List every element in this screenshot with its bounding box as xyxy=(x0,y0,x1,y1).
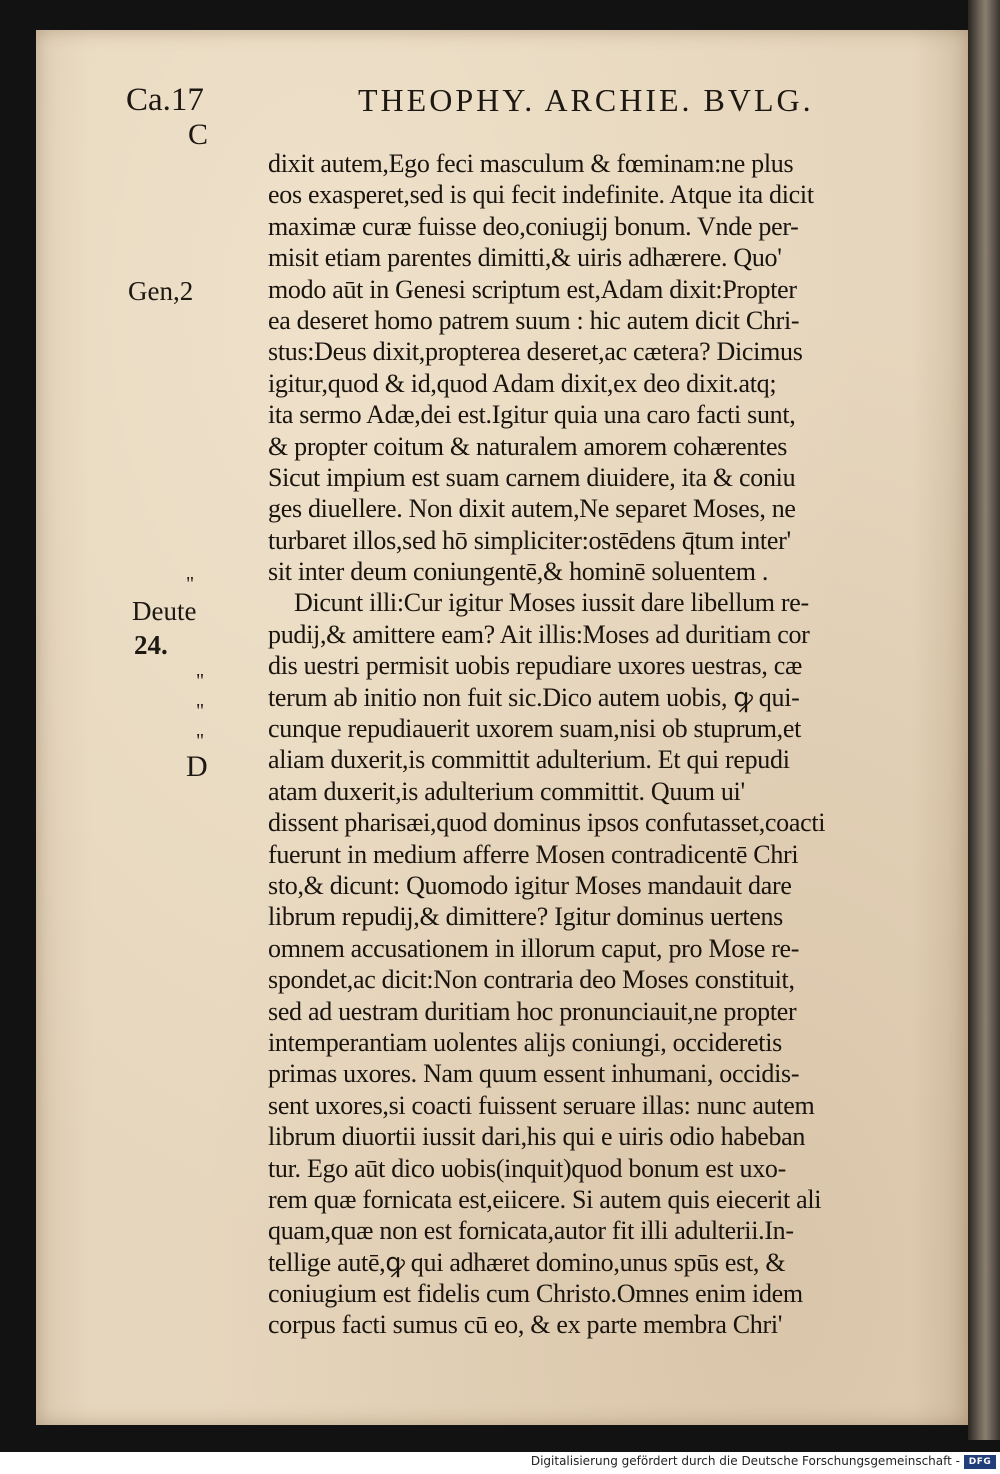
margin-quote-mark: " xyxy=(196,730,205,752)
text-line: sto,& dicunt: Quomodo igitur Moses mandauit dare xyxy=(268,870,792,900)
text-line: omnem accusationem in illorum caput, pro Mose re- xyxy=(268,933,800,963)
text-line: misit etiam parentes dimitti,& uiris adhærere. Quo' xyxy=(268,243,782,273)
margin-ref-deute: Deute xyxy=(132,596,197,626)
text-line: aliam duxerit,is committit adulterium. Et qui repudi xyxy=(268,745,790,775)
text-line: cunque repudiauerit uxorem suam,nisi ob stuprum,et xyxy=(268,714,802,744)
dfg-logo: DFG xyxy=(964,1455,996,1469)
text-line: spondet,ac dicit:Non contraria deo Moses constituit, xyxy=(268,965,795,995)
text-line: sit inter deum coniungentē,& hominē soluentem . xyxy=(268,557,769,587)
text-line: Dicunt illi:Cur igitur Moses iussit dare libellum re- xyxy=(294,588,809,618)
text-line: Sicut impium est suam carnem diuidere, ita & coniu xyxy=(268,462,796,492)
body-text xyxy=(268,148,968,1341)
margin-ref-chapter: 24. xyxy=(134,630,168,660)
text-line: sent uxores,si coacti fuissent seruare illas: nunc autem xyxy=(268,1090,815,1120)
page-edge xyxy=(968,0,1000,1440)
text-line: & propter coitum & naturalem amorem cohærentes xyxy=(268,431,788,461)
margin-letter-c: C xyxy=(188,118,209,151)
running-head-title: THEOPHY. ARCHIE. BVLG. xyxy=(358,82,814,118)
text-line: atam duxerit,is adulterium committit. Quum ui' xyxy=(268,776,745,806)
text-line: eos exasperet,sed is qui fecit indefinite. Atque ita dicit xyxy=(268,180,814,210)
text-line: stus:Deus dixit,propterea deseret,ac cætera? Dicimus xyxy=(268,337,803,367)
text-line: terum ab initio non fuit sic.Dico autem uobis, ꝙ qui- xyxy=(268,682,800,712)
margin-quote-mark: " xyxy=(186,573,195,595)
text-line: tellige autē,ꝙ qui adhæret domino,unus spūs est, & xyxy=(268,1247,786,1277)
text-line: ita sermo Adæ,dei est.Igitur quia una caro facti sunt, xyxy=(268,400,796,430)
text-line: dissent pharisæi,quod dominus ipsos confutasset,coacti xyxy=(268,808,826,838)
text-line: sed ad uestram duritiam hoc pronunciauit,ne propter xyxy=(268,996,797,1026)
margin-ref-gen: Gen,2 xyxy=(128,276,194,306)
text-line: maximæ curæ fuisse deo,coniugij bonum. Vnde per- xyxy=(268,211,799,241)
text-line: rem quæ fornicata est,eiicere. Si autem quis eiecerit ali xyxy=(268,1184,822,1214)
funding-credit: Digitalisierung gefördert durch die Deutsche Forschungsgemeinschaft - xyxy=(530,1454,960,1468)
text-line: igitur,quod & id,quod Adam dixit,ex deo dixit.atq; xyxy=(268,368,777,398)
margin-quote-mark: " xyxy=(196,670,205,692)
text-line: pudij,& amittere eam? Ait illis:Moses ad duritiam cor xyxy=(268,619,810,649)
text-line: tur. Ego aūt dico uobis(inquit)quod bonum est uxo- xyxy=(268,1153,786,1183)
book-page xyxy=(36,30,968,1425)
text-line: dis uestri permisit uobis repudiare uxores uestras, cæ xyxy=(268,651,803,681)
text-line: corpus facti sumus cū eo, & ex parte membra Chri' xyxy=(268,1310,783,1340)
chapter-mark: Ca.17 xyxy=(126,82,204,118)
text-line: turbaret illos,sed hō simpliciter:ostēdens q̄tum inter' xyxy=(268,525,791,555)
text-line: ea deseret homo patrem suum : hic autem dicit Chri- xyxy=(268,305,800,335)
text-line: quam,quæ non est fornicata,autor fit illi adulterii.In- xyxy=(268,1216,794,1246)
footer-bar xyxy=(0,1452,1000,1474)
margin-quote-mark: " xyxy=(196,700,205,722)
text-line: librum repudij,& dimittere? Igitur dominus uertens xyxy=(268,902,784,932)
text-line: librum diuortii iussit dari,his qui e uiris odio habeban xyxy=(268,1122,806,1152)
text-line: intemperantiam uolentes alijs coniungi, occideretis xyxy=(268,1027,782,1057)
text-line: fuerunt in medium afferre Mosen contradicentē Chri xyxy=(268,839,799,869)
margin-letter-d: D xyxy=(186,750,208,783)
text-line: primas uxores. Nam quum essent inhumani, occidis- xyxy=(268,1059,800,1089)
text-line: dixit autem,Ego feci masculum & fœminam:ne plus xyxy=(268,149,794,178)
text-line: coniugium est fidelis cum Christo.Omnes enim idem xyxy=(268,1279,803,1309)
text-line: ges diuellere. Non dixit autem,Ne separet Moses, ne xyxy=(268,494,796,524)
text-line: modo aūt in Genesi scriptum est,Adam dixit:Propter xyxy=(268,274,797,304)
